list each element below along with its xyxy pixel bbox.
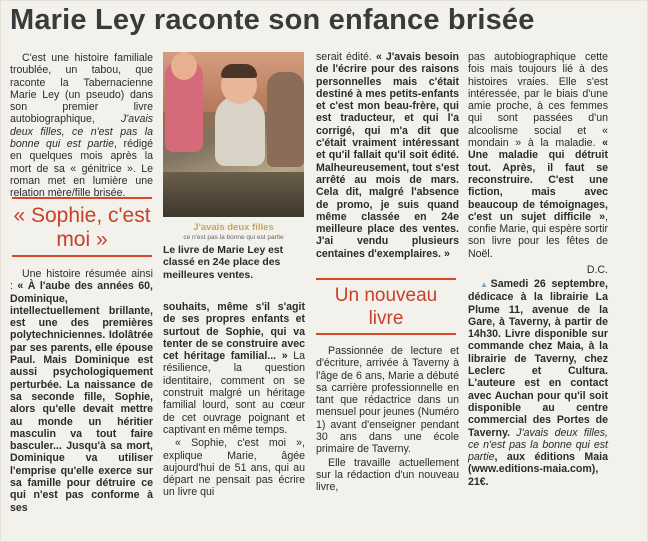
column-3-bottom xyxy=(316,345,459,495)
book-title: J'avais deux filles, ce n'est pas la bonne qui est partie xyxy=(10,113,153,151)
col4-text-2: , confie Marie, qui espère sortir son livre pour les fêtes de Noël. xyxy=(468,210,608,260)
col3-text: serait édité. xyxy=(316,51,376,63)
cover-subtitle: ce n'est pas la bonne qui est partie xyxy=(183,234,284,241)
photo-caption: Le livre de Marie Ley est classé en 24e place des meilleures ventes. xyxy=(163,245,284,281)
col3-paragraph-2: Elle travaille actuellement sur la rédaction d'un nouveau livre, xyxy=(316,456,459,494)
col2-text: La résilience, la question identitaire, comment on se construit malgré un héritage familial lourd, sont au cœur de cet ouvrage poignant et captivant en même temps. xyxy=(163,350,305,436)
col2-paragraph-2: « Sophie, c'est moi », explique Marie, âgée aujourd'hui de 51 ans, qui au départ ne pensait pas écrire un livre qui xyxy=(163,437,305,499)
column-3-top xyxy=(316,51,459,261)
column-2 xyxy=(163,301,305,500)
subheading-new-book: Un nouveau livre xyxy=(316,278,456,335)
event-details: Samedi 26 septembre, dédicace à la librairie La Plume 11, avenue de la Gare, à Taverny, à partir de 14h30. Livre disponible sur commande chez Maia, à la librairie de Taverny, chez Leclerc et Cultura. L'auteure est en contact avec Auchan pour qu'il soit disponible au centre commercial des Portes de Taverny. xyxy=(468,278,608,439)
col3-quote: « J'avais besoin de l'écrire pour des raisons personnelles mais c'était destiné à mes petits-enfants et c'est mon beau-frère, qui est traducteur, et qui l'a corrigé, qui m'a dit que c'était vraiment intéressant et qu'il fallait qu'il soit édité. Malheureusement, tout s'est arrêté au mois de mars. Cela dit, malgré l'absence de promo, je suis quand même classée en 24e meilleure place des ventes. J'ai vendu plusieurs centaines d'exemplaires. » xyxy=(316,51,459,260)
event-book-title: J'avais deux filles, ce n'est pas la bonne qui est partie xyxy=(468,426,608,464)
column-1-body xyxy=(10,268,153,515)
triangle-marker-icon: ▲ xyxy=(480,280,491,289)
book-cover-photo xyxy=(163,52,304,217)
headline: Marie Ley raconte son enfance brisée xyxy=(10,4,535,36)
column-4-top xyxy=(468,51,608,276)
col1-quote: « À l'aube des années 60, Dominique, intellectuellement brillante, est une des premières polytechniciennes. Idolâtrée par ses parents, elle épouse Paul. Mais Dominique est aussi psychologiquement perturbée. La naissance de sa seconde fille, Sophie, alors qu'elle devait mettre au monde un héritier masculin va tout faire basculer... Jusqu'à sa mort, Dominique va utiliser l'emprise qu'elle exerce sur sa famille pour détruire ce qui n'est pas conforme à ses xyxy=(10,280,154,514)
col3-paragraph-1: Passionnée de lecture et d'écriture, arrivée à Taverny à l'âge de 6 ans, Marie a débuté sa carrière professionnelle en tant que rédactrice dans un mensuel pour jeunes (Numéro 1) avant d'enseigner pendant 30 ans dans une école primaire de Taverny. xyxy=(316,345,459,456)
signature: D.C. xyxy=(586,264,608,277)
col2-quote: souhaits, même s'il s'agit de ses propres enfants et surtout de Sophie, qui va tenter de se construire avec cet héritage familial... » xyxy=(163,301,305,363)
col4-quote: « Une maladie qui détruit tout. Après, il faut se reconstruire. C'est une fiction, mais avec beaucoup de témoignages, c'est un sujet difficile » xyxy=(468,137,608,223)
cover-title: J'avais deux filles xyxy=(193,222,274,233)
col4-text: pas autobiographique cette fois mais toujours lié à des histoires vraies. Elle s'est intéressée, par le biais d'une amie proche, à ces femmes qui sont passées d'un alcoolisme social et « mondain » à la maladie. xyxy=(468,51,608,150)
intro-text-2: , rédigé en quelques mois après la mort de sa « génitrice ». Le roman met en lumière une relation mère/fille brisée. xyxy=(10,138,153,200)
col1-lead: Une histoire résumée ainsi : xyxy=(10,268,153,293)
intro-paragraph xyxy=(10,52,153,201)
event-publisher: , aux éditions Maia (www.editions-maia.com), 21€. xyxy=(468,451,608,488)
event-info xyxy=(468,278,608,489)
intro-text-1: C'est une histoire familiale troublée, un tabou, que raconte la Tabernacienne Marie Ley (un pseudo) dans son premier livre autobiographique, xyxy=(10,52,153,126)
pullquote: « Sophie, c'est moi » xyxy=(12,197,152,257)
